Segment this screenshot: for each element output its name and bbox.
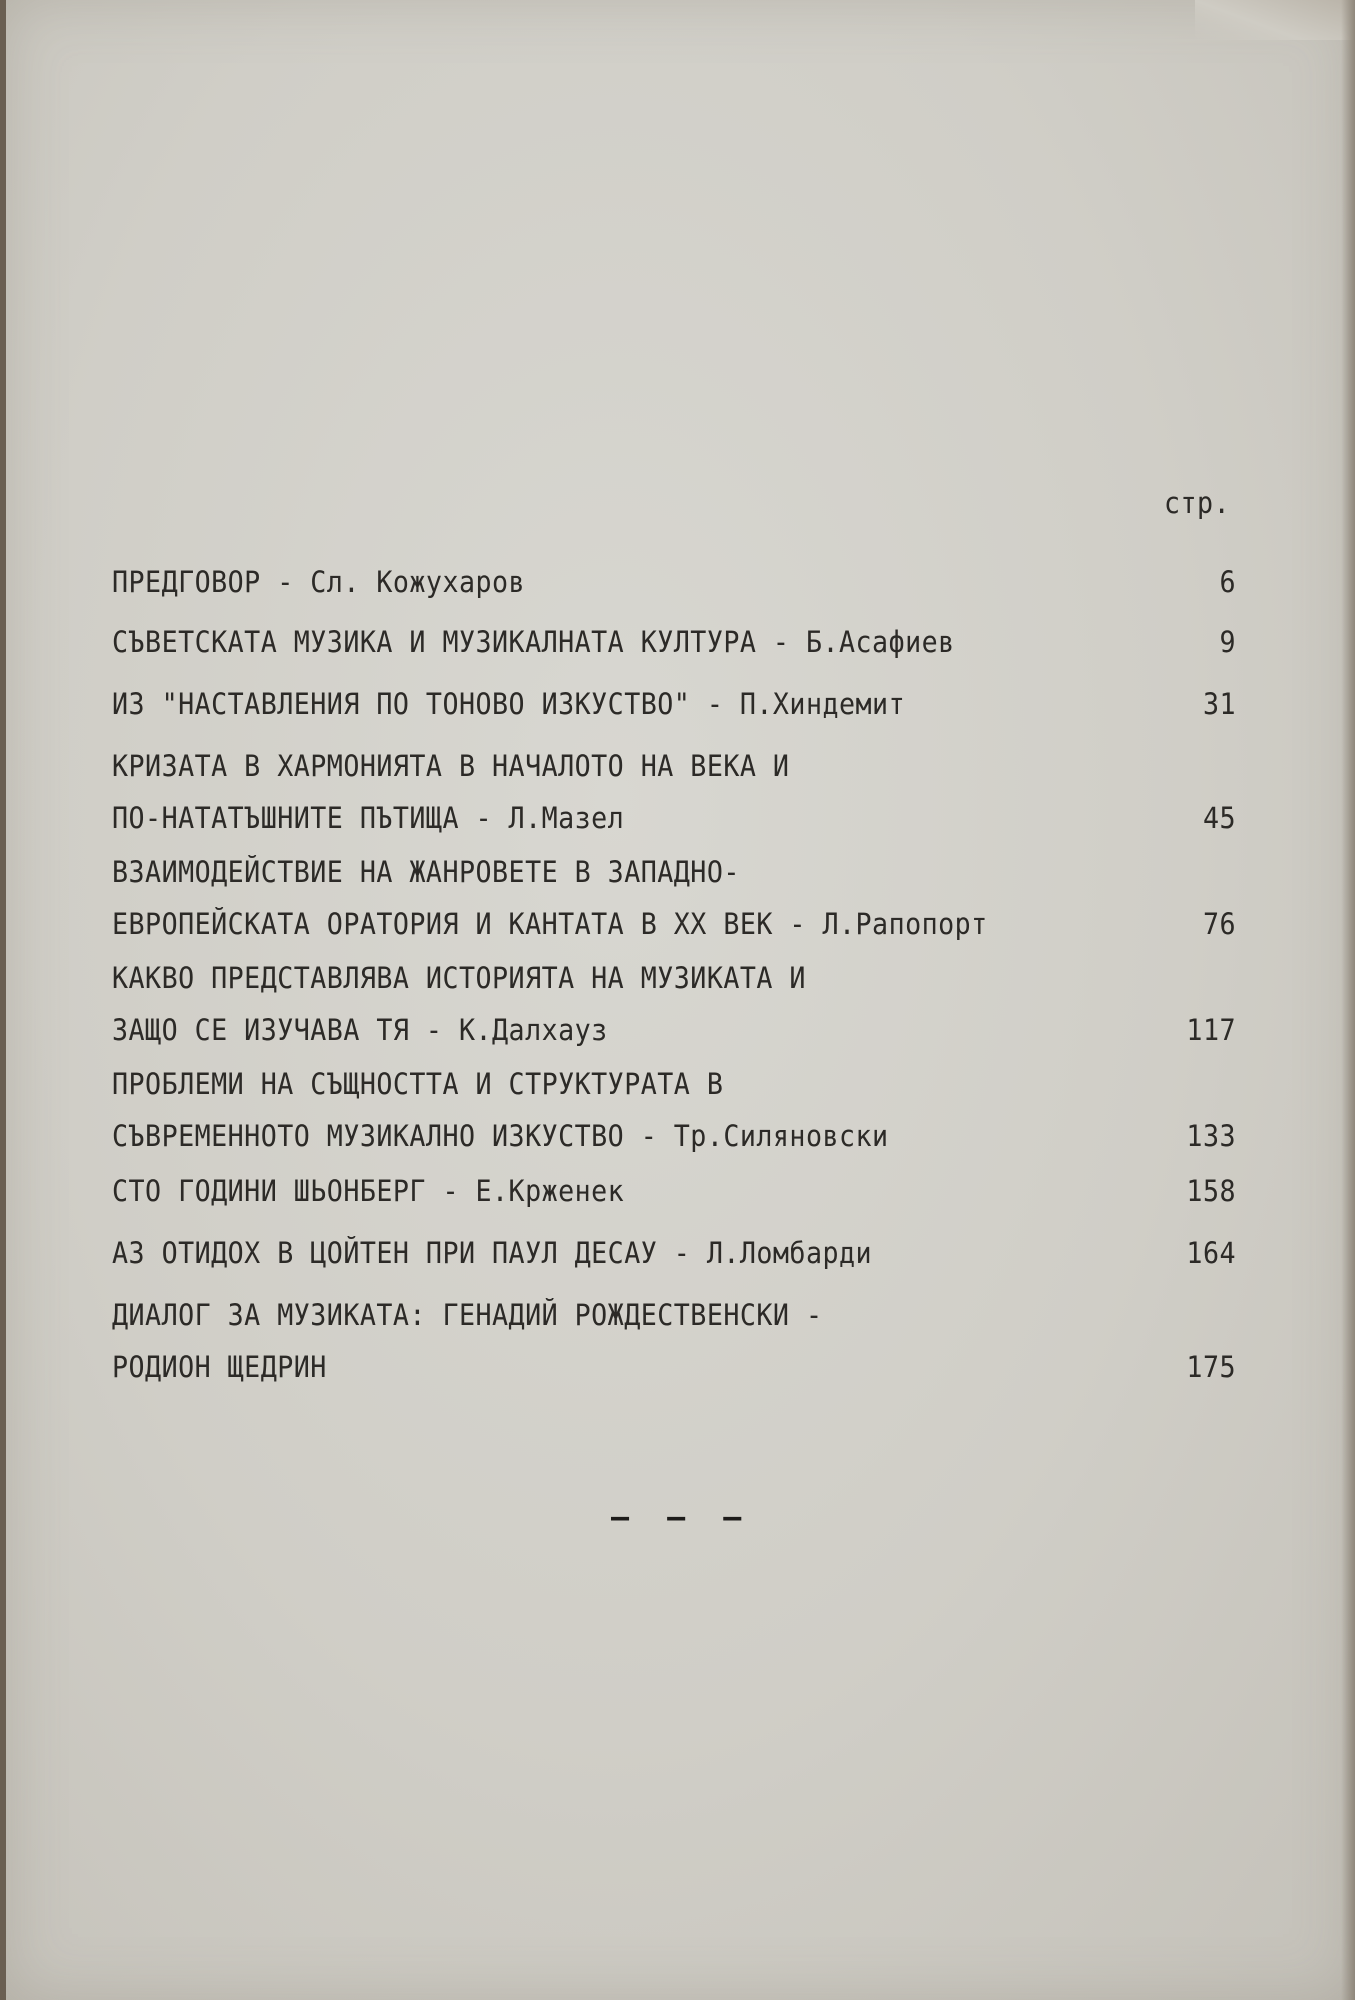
toc-entry-line: ЗАЩО СЕ ИЗУЧАВА ТЯ - К.Далхауз — [112, 1013, 608, 1047]
toc-page-number: 175 — [1186, 1350, 1236, 1384]
toc-entry-line: ДИАЛОГ ЗА МУЗИКАТА: ГЕНАДИЙ РОЖДЕСТВЕНСКИ - — [112, 1298, 823, 1332]
toc-entry-line: КРИЗАТА В ХАРМОНИЯТА В НАЧАЛОТО НА ВЕКА И — [112, 749, 790, 783]
toc-page-number: 76 — [1202, 907, 1236, 941]
toc-entry-line: СЪВРЕМЕННОТО МУЗИКАЛНО ИЗКУСТВО - Тр.Силяновски — [112, 1119, 889, 1153]
toc-entry-line: СЪВЕТСКАТА МУЗИКА И МУЗИКАЛНАТА КУЛТУРА - Б.Асафиев — [112, 625, 955, 659]
toc-page-number: 158 — [1186, 1174, 1236, 1208]
toc-entry-line: ЕВРОПЕЙСКАТА ОРАТОРИЯ И КАНТАТА В XX ВЕК - Л.Рапопорт — [112, 907, 988, 941]
toc-entry-line: ИЗ "НАСТАВЛЕНИЯ ПО ТОНОВО ИЗКУСТВО" - П.Хиндемит — [112, 687, 906, 721]
toc-entry-line: КАКВО ПРЕДСТАВЛЯВА ИСТОРИЯТА НА МУЗИКАТА И — [112, 961, 806, 995]
toc-entry-line: ПРОБЛЕМИ НА СЪЩНОСТТА И СТРУКТУРАТА В — [112, 1067, 724, 1101]
toc-entry-line: АЗ ОТИДОХ В ЦОЙТЕН ПРИ ПАУЛ ДЕСАУ - Л.Ломбарди — [112, 1236, 873, 1270]
page-corner-fold — [1195, 0, 1355, 40]
toc-page-number: 6 — [1219, 565, 1236, 599]
toc-page-number: 45 — [1202, 801, 1236, 835]
toc-entry-line: ПО-НАТАТЪШНИТЕ ПЪТИЩА - Л.Мазел — [112, 801, 625, 835]
typed-page — [6, 0, 1355, 2000]
toc-page-number: 31 — [1202, 687, 1236, 721]
toc-entry-line: РОДИОН ЩЕДРИН — [112, 1350, 327, 1384]
toc-entry-line: ПРЕДГОВОР - Сл. Кожухаров — [112, 565, 526, 599]
toc-page-number: 9 — [1219, 625, 1236, 659]
page-column-label: стр. — [1164, 486, 1231, 520]
toc-entry-line: ВЗАИМОДЕЙСТВИЕ НА ЖАНРОВЕТЕ В ЗАПАДНО- — [112, 855, 740, 889]
toc-page-number: 133 — [1186, 1119, 1236, 1153]
toc-page-number: 164 — [1186, 1236, 1236, 1270]
toc-entry-line: СТО ГОДИНИ ШЬОНБЕРГ - Е.Крженек — [112, 1174, 625, 1208]
page-edge-shadow — [1341, 0, 1355, 2000]
end-mark: — — — — [611, 1500, 752, 1535]
toc-page-number: 117 — [1186, 1013, 1236, 1047]
